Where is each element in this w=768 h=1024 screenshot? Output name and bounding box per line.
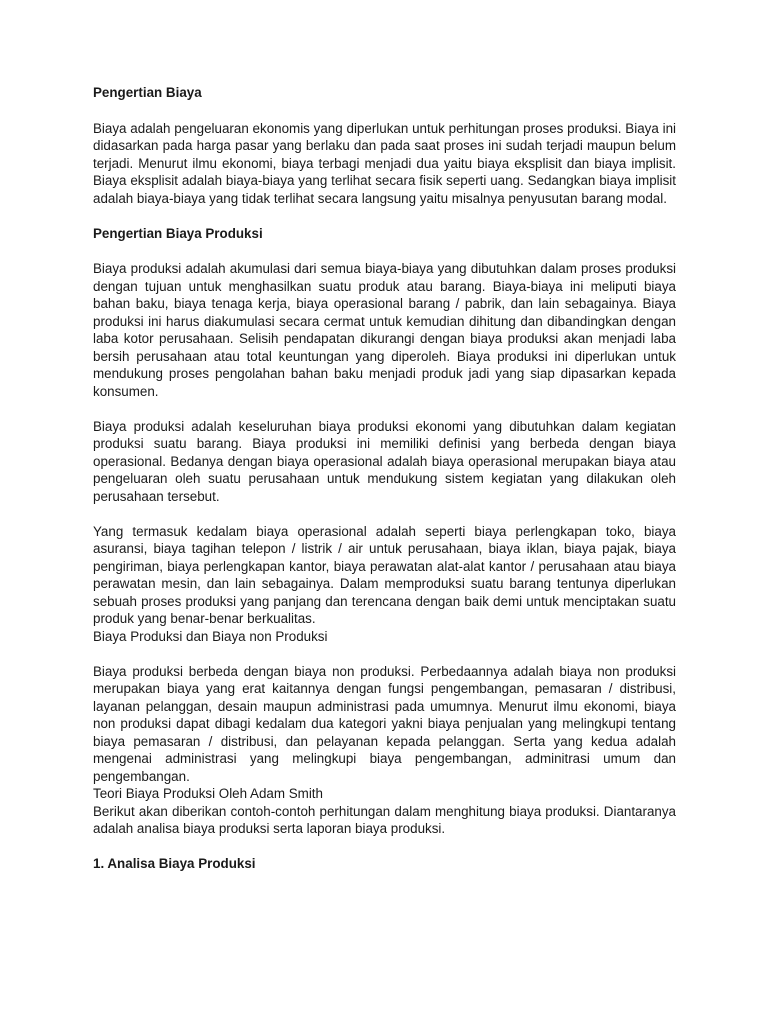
spacer <box>93 505 676 523</box>
heading-pengertian-biaya: Pengertian Biaya <box>93 85 202 100</box>
heading-pengertian-biaya-produksi: Pengertian Biaya Produksi <box>93 225 263 241</box>
paragraph-contoh-perhitungan: Berikut akan diberikan contoh-contoh perhitungan dalam menghitung biaya produksi. Diantaranya adalah analisa biaya produksi serta laporan biaya produksi. <box>93 803 676 836</box>
subheading-produksi-non-produksi: Biaya Produksi dan Biaya non Produksi <box>93 628 328 644</box>
paragraph-biaya-produksi-1: Biaya produksi adalah akumulasi dari semua biaya-biaya yang dibutuhkan dalam proses produksi dengan tujuan untuk menghasilkan suatu produk atau barang. Biaya-biaya ini meliputi biaya bahan baku, biaya tenaga kerja, biaya operasional barang / pabrik, dan lain sebagainya. Biaya produksi ini harus diakumulasi secara cermat untuk kemudian dihitung dan dibandingkan dengan laba kotor perusahaan. Selisih pendapatan dikurangi dengan biaya produksi akan menjadi laba bersih perusahaan atau total keuntungan yang diperoleh. Biaya produksi ini diperlukan untuk mendukung proses pengolahan bahan baku menjadi produk jadi yang siap dipasarkan kepada konsumen. <box>93 261 676 399</box>
spacer <box>93 102 676 120</box>
heading-analisa-biaya-produksi: 1. Analisa Biaya Produksi <box>93 856 256 871</box>
spacer <box>93 207 676 225</box>
spacer <box>93 645 676 663</box>
paragraph-biaya-operasional: Yang termasuk kedalam biaya operasional adalah seperti biaya perlengkapan toko, biaya asuransi, biaya tagihan telepon / listrik / air untuk perusahaan, biaya iklan, biaya pajak, biaya pengiriman, biaya perlengkapan kantor, biaya perawatan alat-alat kantor / perusahaan atau biaya perawatan mesin, dan lain sebagainya. Dalam memproduksi suatu barang tentunya diperlukan sebuah proses produksi yang panjang dan terencana dengan baik demi untuk menciptakan suatu produk yang benar-benar berkualitas. <box>93 523 676 626</box>
subheading-adam-smith: Teori Biaya Produksi Oleh Adam Smith <box>93 786 323 801</box>
paragraph-biaya-produksi-2: Biaya produksi adalah keseluruhan biaya produksi ekonomi yang dibutuhkan dalam kegiatan produksi suatu barang. Biaya produksi ini memiliki definisi yang berbeda dengan biaya operasional. Bedanya dengan biaya operasional adalah biaya operasional merupakan biaya atau pengeluaran oleh suatu perusahaan untuk mendukung sistem kegiatan yang dilakukan oleh perusahaan tersebut. <box>93 418 676 504</box>
spacer <box>93 400 676 418</box>
spacer <box>93 838 676 856</box>
spacer <box>93 243 676 261</box>
paragraph-biaya: Biaya adalah pengeluaran ekonomis yang diperlukan untuk perhitungan proses produksi. Biaya ini didasarkan pada harga pasar yang berlaku dan pada saat proses ini sudah terjadi maupun belum terjadi. Menurut ilmu ekonomi, biaya terbagi menjadi dua yaitu biaya eksplisit dan biaya implisit. Biaya eksplisit adalah biaya-biaya yang terlihat secara fisik seperti uang. Sedangkan biaya implisit adalah biaya-biaya yang tidak terlihat secara langsung yaitu misalnya penyusutan barang modal. <box>93 120 676 206</box>
paragraph-non-produksi: Biaya produksi berbeda dengan biaya non produksi. Perbedaannya adalah biaya non produksi merupakan biaya yang erat kaitannya dengan fungsi pengembangan, pemasaran / distribusi, layanan pelanggan, desain maupun administrasi pada umumnya. Menurut ilmu ekonomi, biaya non produksi dapat dibagi kedalam dua kategori yakni biaya penjualan yang melingkupi tentang biaya pemasaran / distribusi, dan pelayanan kepada pelanggan. Serta yang kedua adalah mengenai administrasi yang melingkupi biaya pengembangan, adminitrasi umum dan pengembangan. <box>93 663 676 784</box>
